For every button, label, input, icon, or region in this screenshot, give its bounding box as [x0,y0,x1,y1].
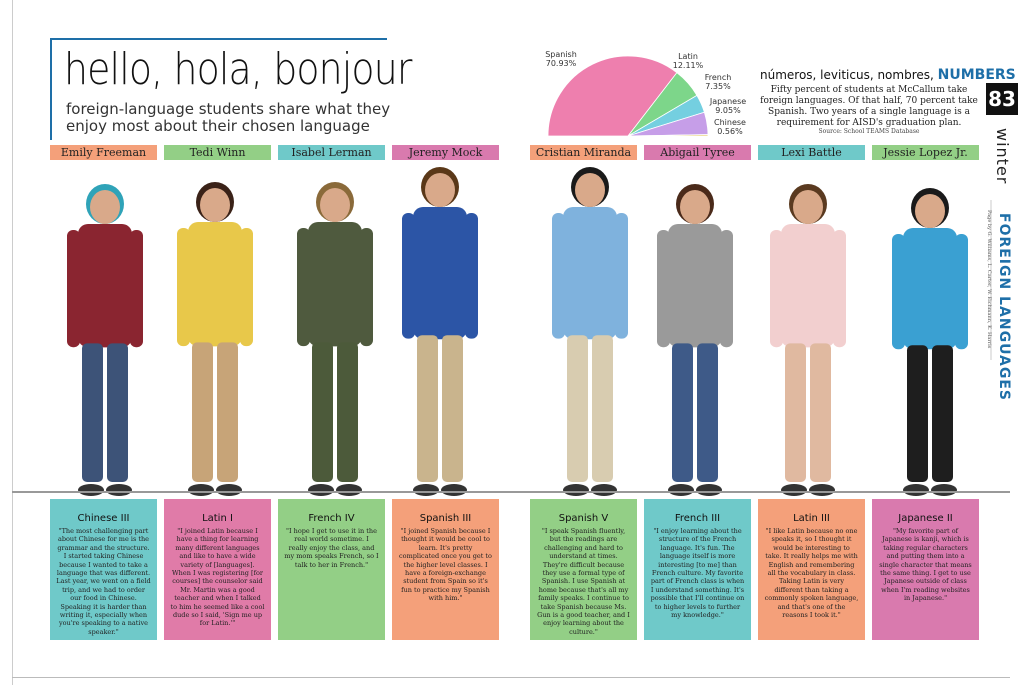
pie-label-latin [668,52,708,70]
pie-label-value: 70.93% [545,59,577,68]
page-subtitle: foreign-language students share what they enjoy most about their chosen language [66,100,391,135]
student-photo [380,165,500,500]
quote-text: "My favorite part of Japanese is kanji, which is taking regular characters and putting them into a single character that means the same thing. I get to use Japanese outside of class when I'm reading websites in Japanese." [879,527,972,603]
quote-language: Chinese III [77,513,130,524]
student-photo [45,182,165,500]
quote-text: "I hope I get to use it in the real world sometime. I really enjoy the class, and my mom speaks French, so I talk to her in French." [284,527,379,569]
language-pie-chart [528,40,753,140]
pie-label-value: 7.35% [705,82,731,91]
student-quote-box [278,499,385,640]
quote-text: "I joined Spanish because I thought it would be cool to learn. It's pretty complicated once you get to the higher level classes. I have a foreign-exchange student from Spain so it's fun to practice my Spanish with him." [399,527,492,603]
student-name-tag: Jeremy Mock [392,145,499,160]
stats-body: Fifty percent of students at McCallum take foreign languages. Of that half, 70 percent take Spanish. Two years of a single language is a requirement for AISD's graduation plan. [760,85,978,128]
student-quote-box [872,499,979,640]
student-quote-box [392,499,499,640]
pie-label-chinese [708,118,752,136]
student-photo [530,165,650,500]
student-name-tag: Tedi Winn [164,145,271,160]
student-quote-box [530,499,637,640]
quote-text: "I like Latin because no one speaks it, so I thought it would be interesting to take. It really helps me with English and remembering all the vocabulary in class. Taking Latin is very different than taking a commonly spoken language, and that's one of the reasons I took it." [764,527,859,620]
page-number: 83 [986,83,1018,115]
quote-text: "The most challenging part about Chinese for me is the grammar and the structure. I started taking Chinese because I wanted to take a language that was different. Last year, we went on a field trip, and we had to order our food in Chinese. Speaking it is harder than writing it, especially when you're speaking to a native speaker." [56,527,151,636]
student-name-tag: Isabel Lerman [278,145,385,160]
season-label: winter [993,128,1012,185]
quote-language: Japanese II [898,513,953,524]
student-quote-box [644,499,751,640]
pie-label-name: Latin [678,52,698,61]
student-name-tag: Cristian Miranda [530,145,637,160]
pie-label-value: 0.56% [717,127,743,136]
stats-heading-bold: NUMBERS [937,67,1016,83]
stats-heading-prefix: números, leviticus, nombres, [760,68,938,82]
student-photo [155,180,275,500]
quote-language: French IV [308,513,355,524]
pie-label-value: 9.05% [715,106,741,115]
pie-label-spanish [536,50,586,68]
pie-label-french [698,73,738,91]
page-title: hello, hola, bonjour [64,44,412,95]
pie-label-value: 12.11% [672,61,704,70]
student-name-tag: Lexi Battle [758,145,865,160]
quote-language: Latin III [793,513,830,524]
quote-language: French III [674,513,721,524]
student-quote-box [50,499,157,640]
quote-text: "I joined Latin because I have a thing for learning many different languages and like to have a wide variety of [languages]. When I was registering [for courses] the counselor said Mr. Martin was a good teacher and when I talked to him he seemed like a cool dude so I said, 'Sign me up for Latin.'" [170,527,265,628]
byline: Page by G. Williams, L. Carter, W. Eichmann, K. Harris [986,210,992,349]
pie-label-japanese [706,97,750,115]
quote-text: "I speak Spanish fluently, but the readings are challenging and hard to understand at times. They're difficult because they use a formal type of Spanish. I use Spanish at home because that's all my family speaks. I continue to take Spanish because Ms. Gun is a good teacher, and I enjoy learning about the culture." [537,527,630,636]
student-name-tag: Abigail Tyree [644,145,751,160]
stats-heading [760,67,1016,83]
pie-label-name: Japanese [709,97,747,106]
student-photo [275,180,395,500]
pie-label-name: French [704,73,732,82]
floor-line [12,491,1010,493]
stats-source: Source: School TEAMS Database [818,128,920,135]
student-photo [748,182,868,500]
quote-language: Spanish III [419,513,472,524]
student-photo [870,186,990,500]
pie-label-name: Chinese [714,118,746,127]
section-label: FOREIGN LANGUAGES [996,213,1012,401]
student-name-tag: Jessie Lopez Jr. [872,145,979,160]
bottom-rule [12,677,1010,678]
pie-label-name: Spanish [545,50,577,59]
quote-text: "I enjoy learning about the structure of the French language. It's fun. The language itself is more interesting [to me] than French culture. My favorite part of French class is when I understand something. It's possible that I'll continue on to higher levels to further my knowledge." [650,527,745,620]
quote-language: Latin I [202,513,233,524]
student-photo [635,182,755,500]
student-quote-box [164,499,271,640]
quote-language: Spanish V [558,513,609,524]
student-quote-box [758,499,865,640]
student-name-tag: Emily Freeman [50,145,157,160]
